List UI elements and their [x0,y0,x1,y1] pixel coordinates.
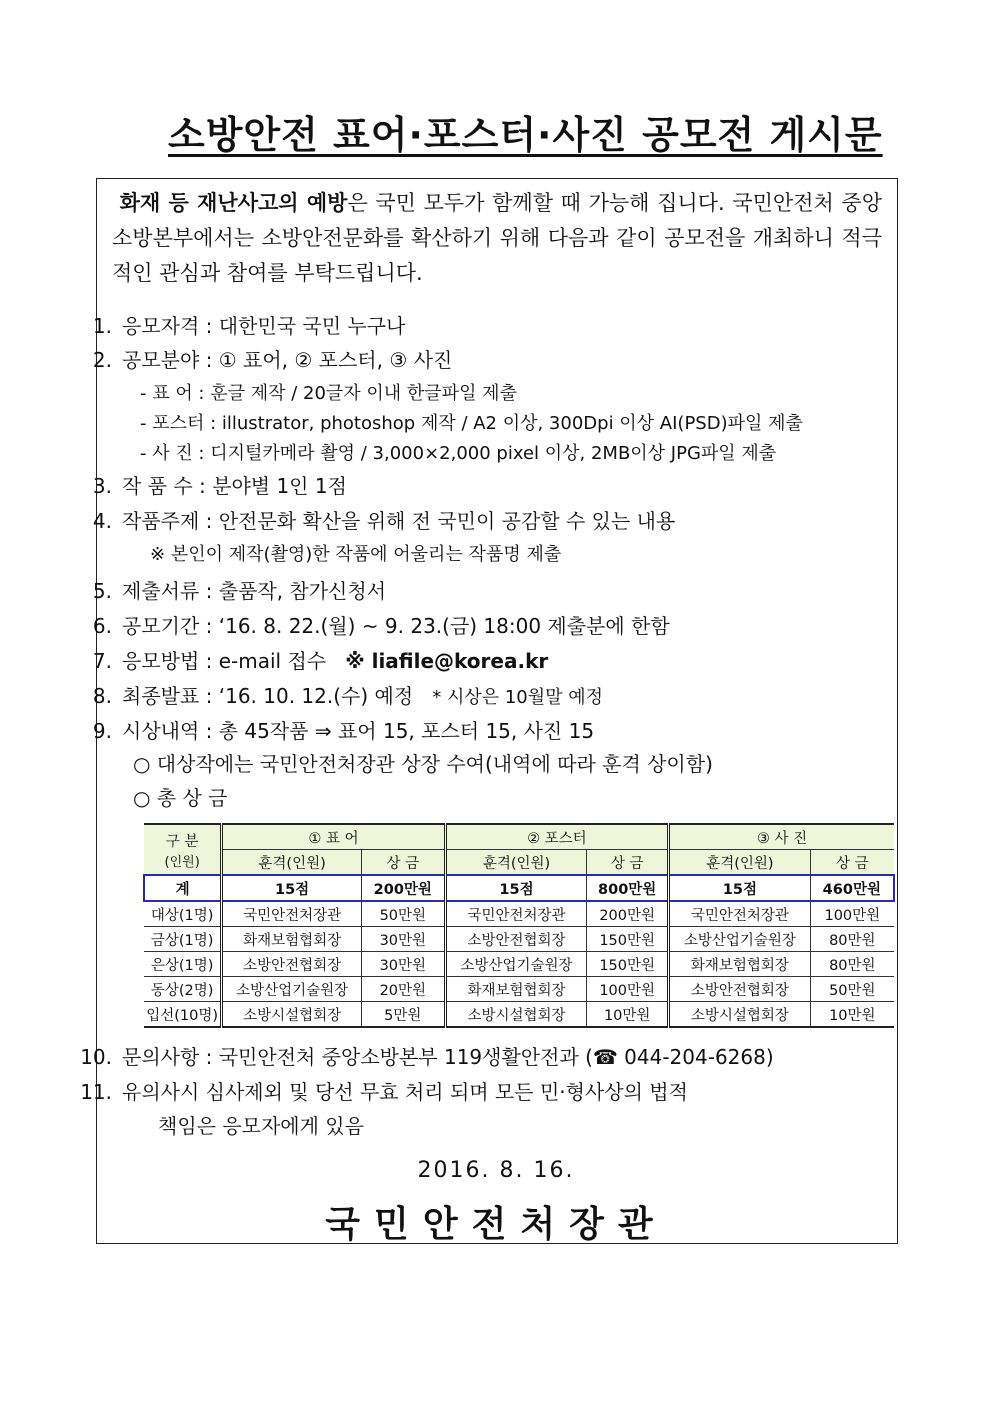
notice-date: 2016. 8. 16. [417,1158,575,1183]
table-row: 입선(10명) 소방시설협회장 5만원 소방시설협회장 10만원 소방시설협회장 10만원 [144,1002,894,1028]
item-6: 6. 공모기간 : ‘16. 8. 22.(월) ~ 9. 23.(금) 18:00 제출분에 한함 [92,614,670,638]
intro-paragraph [112,186,882,291]
item-7: 7. 응모방법 : e-mail 접수 ※ liafile@korea.kr [92,649,549,673]
table-row: 동상(2명) 소방산업기술원장 20만원 화재보험협회장 100만원 소방안전협회장 50만원 [144,977,894,1002]
intro-bold: 화재 등 재난사고의 예방 [119,191,348,215]
header-slogan: ① 표 어 [222,824,445,850]
item-2-photo: - 사 진 : 디지털카메라 촬영 / 3,000×2,000 pixel 이상, 2MB이상 JPG파일 제출 [140,443,777,464]
item-3: 3. 작 품 수 : 분야별 1인 1점 [92,474,347,498]
item-4-note: ※ 본인이 제작(촬영)한 작품에 어울리는 작품명 제출 [150,544,562,565]
item-5: 5. 제출서류 : 출품작, 참가신청서 [92,579,387,603]
item-11-cont: 책임은 응모자에게 있음 [158,1114,364,1138]
page-title: 소방안전 표어·포스터·사진 공모전 게시문 [168,113,883,157]
item-11: 11. 유의사시 심사제외 및 당선 무효 처리 되며 모든 민·형사상의 법적 [80,1080,688,1104]
table-total-row: 계 15점 200만원 15점 800만원 15점 460만원 [144,875,894,901]
item-4: 4. 작품주제 : 안전문화 확산을 위해 전 국민이 공감할 수 있는 내용 [92,509,676,533]
item-2-poster: - 포스터 : illustrator, photoshop 제작 / A2 이상, 300Dpi 이상 AI(PSD)파일 제출 [140,413,803,434]
item-10: 10. 문의사항 : 국민안전처 중앙소방본부 119생활안전과 (☎ 044-204-6268) [80,1045,774,1069]
item-8: 8. 최종발표 : ‘16. 10. 12.(수) 예정 * 시상은 10월말 예정 [92,684,604,708]
table-row: 대상(1명) 국민안전처장관 50만원 국민안전처장관 200만원 국민안전처장관 100만원 [144,901,894,927]
item-9: 9. 시상내역 : 총 45작품 ⇒ 표어 15, 포스터 15, 사진 15 [92,719,595,743]
table-header-row [144,824,894,850]
item-9-prize-heading: ○ 총 상 금 [133,786,228,810]
item-8-note: * 시상은 10월말 예정 [432,687,604,708]
header-photo: ③ 사 진 [669,824,894,850]
item-2: 2. 공모분야 : ① 표어, ② 포스터, ③ 사진 [92,348,453,372]
intro-text: 은 국민 모두가 함께할 때 가능해 집니다. 국민안전처 중앙소방본부에서는 소방안전문화를 확산하기 위해 다음과 같이 공모전을 개최하니 적극적인 관심과 참여를 부탁드립니다. [112,191,882,285]
item-9-award-note: ○ 대상작에는 국민안전처장관 상장 수여(내역에 따라 훈격 상이함) [133,752,713,776]
issuer-signature: 국민안전처장관 [325,1204,667,1245]
contact-email[interactable]: ※ liafile@korea.kr [345,649,549,673]
header-category: 구 분 (인원) [144,824,222,875]
prize-table [143,823,895,1028]
table-row: 금상(1명) 화재보험협회장 30만원 소방안전협회장 150만원 소방산업기술원장 80만원 [144,927,894,952]
item-2-slogan: - 표 어 : 훈글 제작 / 20글자 이내 한글파일 제출 [140,383,517,404]
header-poster: ② 포스터 [445,824,668,850]
table-subheader-row: 훈격(인원) 상 금 훈격(인원) 상 금 훈격(인원) 상 금 [144,850,894,876]
item-1: 1. 응모자격 : 대한민국 국민 누구나 [92,314,406,338]
table-row: 은상(1명) 소방안전협회장 30만원 소방산업기술원장 150만원 화재보험협회장 80만원 [144,952,894,977]
